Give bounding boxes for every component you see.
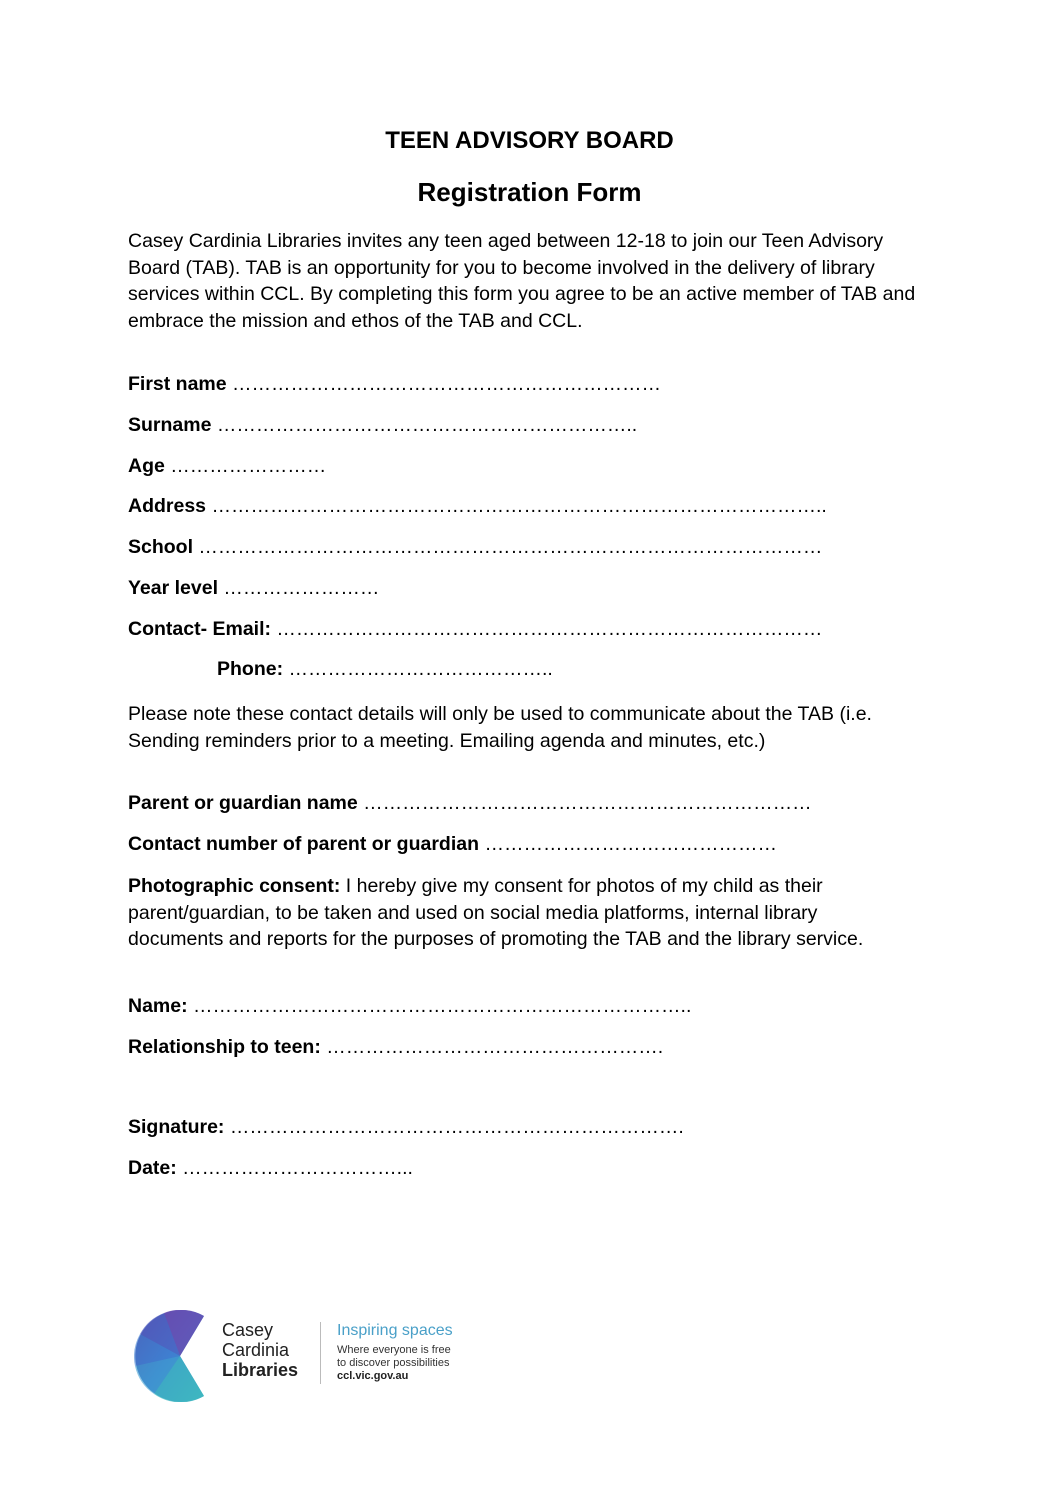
brand-line: Cardinia (222, 1340, 290, 1360)
first-name-field[interactable] (128, 373, 661, 396)
field-label: Parent or guardian name (128, 792, 358, 814)
surname-field[interactable] (128, 414, 637, 437)
age-field[interactable] (128, 455, 326, 478)
brand-line: Casey (222, 1320, 274, 1340)
library-footer-logo (122, 1296, 472, 1408)
signature-field[interactable] (128, 1116, 684, 1139)
tagline: Inspiring spaces (337, 1322, 453, 1339)
page-title: TEEN ADVISORY BOARD (385, 127, 674, 154)
address-field[interactable] (128, 495, 827, 518)
tagline-sub-line: to discover possibilities (337, 1357, 450, 1369)
tagline-sub (337, 1344, 451, 1370)
field-label: Date: (128, 1157, 177, 1179)
year-level-field[interactable] (128, 577, 379, 600)
field-label: Name: (128, 995, 188, 1017)
contact-note: Please note these contact details will only be used to communicate about the TAB (i.e. Sending reminders prior to a meeting. Emailing agenda and minutes, etc.) (128, 703, 872, 752)
email-field[interactable] (128, 618, 822, 641)
fill-line: ………………………………………………………………………… (271, 618, 823, 640)
website-url: ccl.vic.gov.au (337, 1370, 409, 1382)
fill-line: ……………………………………………………………. (224, 1116, 684, 1138)
field-label: Phone: (217, 658, 284, 680)
school-field[interactable] (128, 536, 822, 559)
date-field[interactable] (128, 1157, 413, 1180)
name-field[interactable] (128, 995, 691, 1018)
intro-paragraph: Casey Cardinia Libraries invites any teen aged between 12-18 to join our Teen Advisory Board (TAB). TAB is an opportunity for you to become involved in the delivery of library services within CCL. By completing this form you agree to be an active member of TAB and embrace the mission and ethos of the TAB and CCL. (128, 230, 916, 332)
brand-name (222, 1320, 298, 1380)
field-label: Contact number of parent or guardian (128, 833, 480, 855)
photographic-consent (128, 873, 918, 953)
consent-label: Photographic consent: (128, 875, 341, 897)
parent-name-field[interactable] (128, 792, 812, 815)
field-label: Signature: (128, 1116, 225, 1138)
brand-line: Libraries (222, 1360, 299, 1380)
fill-line: ……………………………... (176, 1157, 413, 1179)
field-label: Surname (128, 414, 212, 436)
fill-line: …………………………………………………………………………………… (193, 536, 823, 558)
field-label: Contact- Email: (128, 618, 272, 640)
parent-contact-field[interactable] (128, 833, 777, 856)
form-subtitle: Registration Form (417, 177, 642, 207)
consent-text: I hereby give my consent for photos of my child as their parent/guardian, to be taken and used on social media platforms, internal library documents and reports for the purposes of promoting the TAB and the library service. (128, 875, 864, 950)
fill-line: ……………………………………………. (320, 1036, 664, 1058)
phone-field[interactable] (217, 658, 553, 681)
tagline-sub-line: Where everyone is free (337, 1344, 451, 1356)
fill-line: ……………………………………………………….. (211, 414, 638, 436)
field-label: First name (128, 373, 227, 395)
field-label: School (128, 536, 194, 558)
logo-divider (320, 1322, 321, 1384)
fill-line: ………………………………………………………………….. (187, 995, 692, 1017)
field-label: Year level (128, 577, 218, 599)
ccl-logo-icon (134, 1310, 226, 1402)
fill-line: …………………………………………………………… (357, 792, 812, 814)
field-label: Age (128, 455, 165, 477)
field-label: Address (128, 495, 207, 517)
fill-line: ………………………………………………………… (226, 373, 662, 395)
fill-line: …………………… (218, 577, 380, 599)
fill-line: ……………………………………… (479, 833, 777, 855)
fill-line: ………………………………….. (283, 658, 553, 680)
fill-line: …………………… (164, 455, 327, 477)
relationship-field[interactable] (128, 1036, 663, 1059)
fill-line: ………………………………………………………………………………….. (206, 495, 827, 517)
field-label: Relationship to teen: (128, 1036, 321, 1058)
